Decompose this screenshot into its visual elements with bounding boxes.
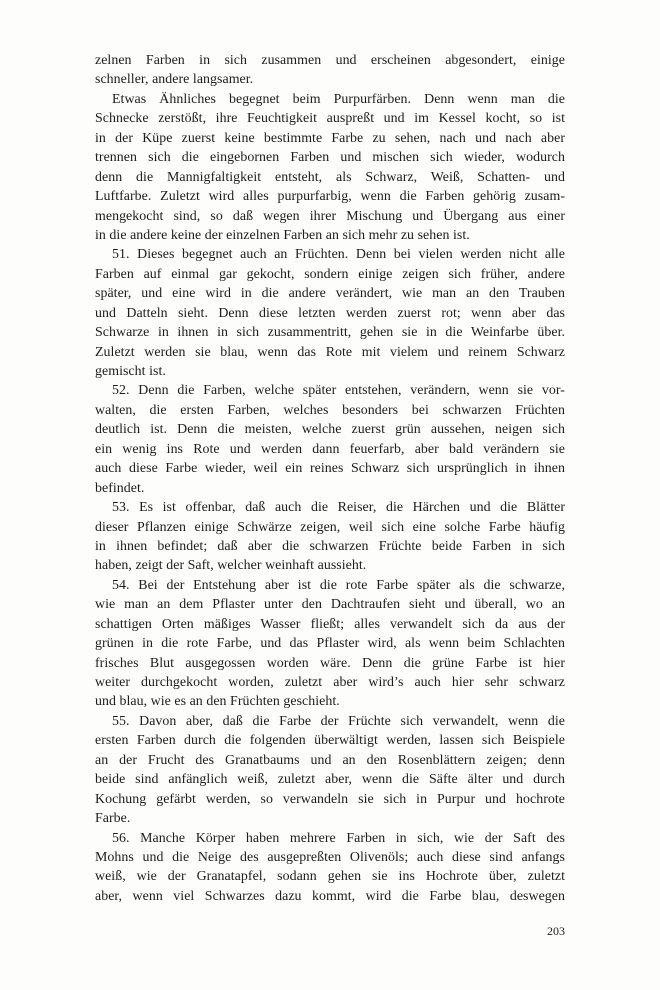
text-line: und blau, wie es an den Früchten geschieht. (95, 694, 340, 710)
text-line: Zuletzt werden sie blau, wenn das Rote mit vielem und reinem Schwarz (95, 344, 565, 360)
text-line: frisches Blut ausgegossen worden wäre. Denn die grüne Farbe ist hier (95, 655, 565, 671)
text-line: walten, die ersten Farben, welches besonders bei schwarzen Früchten (95, 402, 565, 418)
text-line: beide sind anfänglich weiß, zuletzt aber, wenn die Säfte älter und durch (95, 772, 565, 788)
text-line: schneller, andere langsamer. (95, 72, 254, 88)
text-line: in der Küpe zuerst keine bestimmte Farbe zu sehen, nach und nach aber (95, 130, 565, 146)
text-line: denn die Mannigfaltigkeit entsteht, als Schwarz, Weiß, Schatten- und (95, 169, 565, 185)
text-line: weiß, wie der Granatapfel, sodann gehen sie ins Hochrote über, zuletzt (95, 869, 565, 885)
text-line: ersten Farben durch die folgenden überwältigt werden, lassen sich Beispiele (95, 733, 565, 749)
text-line: 56. Manche Körper haben mehrere Farben in sich, wie der Saft des (112, 830, 565, 846)
text-line: befindet. (95, 480, 145, 496)
text-line: schattigen Orten mäßiges Wasser fließt; alles verwandelt sich da aus der (95, 616, 565, 632)
text-line: später, und eine wird in die andere verändert, wie man an den Trauben (95, 286, 565, 302)
text-line: dieser Pflanzen einige Schwärze zeigen, weil sich eine solche Farbe häufig (95, 519, 565, 535)
text-line: in ihnen befindet; daß aber die schwarzen Früchte beide Farben in sich (95, 538, 565, 554)
text-line: 54. Bei der Entstehung aber ist die rote Farbe später als die schwarze, (112, 577, 565, 593)
text-line: wie man an dem Pflaster unter den Dachtraufen sieht und überall, wo an (95, 597, 565, 613)
text-line: 52. Denn die Farben, welche später entstehen, verändern, wenn sie vor- (112, 383, 565, 399)
page-number: 203 (547, 924, 565, 938)
text-line: an der Frucht des Granatbaums und an den Rosenblättern zeigen; denn (95, 752, 565, 768)
text-line: aber, wenn viel Schwarzes dazu kommt, wird die Farbe blau, deswegen (95, 888, 565, 904)
text-line: Etwas Ähnliches begegnet beim Purpurfärben. Denn wenn man die (112, 91, 565, 107)
text-line: trennen sich die eingebornen Farben und mischen sich wieder, wodurch (95, 150, 565, 166)
text-line: 55. Davon aber, daß die Farbe der Früchte sich verwandelt, wenn die (112, 713, 565, 729)
text-line: Mohns und die Neige des ausgepreßten Olivenöls; auch diese sind anfangs (95, 849, 565, 865)
text-line: auch diese Farbe wieder, weil ein reines Schwarz sich ursprünglich in ihnen (95, 461, 565, 477)
text-line: weiter durchgekocht worden, zuletzt aber wird’s auch hier sehr schwarz (95, 675, 565, 690)
text-line: Schnecke zerstößt, ihre Feuchtigkeit auspreßt und im Kessel kocht, so ist (95, 111, 565, 127)
text-line: Kochung gefärbt werden, so verwandeln sie sich in Purpur und hochrote (95, 791, 565, 807)
text-line: gemischt ist. (95, 364, 166, 379)
text-line: ein wenig ins Rote und werden dann feuerfarb, aber bald verändern sie (95, 441, 565, 457)
text-line: haben, zeigt der Saft, welcher weinhaft aussieht. (95, 558, 367, 574)
text-line: mengekocht sind, so daß wegen ihrer Mischung und Übergang aus einer (95, 208, 565, 224)
text-line: 53. Es ist offenbar, daß auch die Reiser, die Härchen und die Blätter (112, 500, 565, 516)
text-line: zelnen Farben in sich zusammen und erscheinen abgesondert, einige (95, 53, 565, 68)
text-line: Farben auf einmal gar gekocht, sondern einige zeigen sich früher, andere (95, 266, 565, 282)
text-line: Schwarze in ihnen in sich zusammentritt, gehen sie in die Weinfarbe über. (95, 325, 565, 341)
text-line: in die andere keine der einzelnen Farben an sich mehr zu sehen ist. (95, 227, 470, 243)
page-text (95, 51, 565, 906)
text-line: Farbe. (95, 811, 131, 827)
text-line: Luftfarbe. Zuletzt wird alles purpurfarbig, wenn die Farben gehörig zusam- (95, 189, 565, 205)
text-line: 51. Dieses begegnet auch an Früchten. Denn bei vielen werden nicht alle (112, 247, 565, 263)
text-line: und Datteln sieht. Denn diese letzten werden zuerst rot; wenn aber das (95, 305, 565, 321)
text-line: grünen in die rote Farbe, und das Pflaster wird, als wenn beim Schlachten (95, 636, 565, 652)
text-line: deutlich ist. Denn die meisten, welche zuerst grün aussehen, neigen sich (95, 422, 565, 438)
